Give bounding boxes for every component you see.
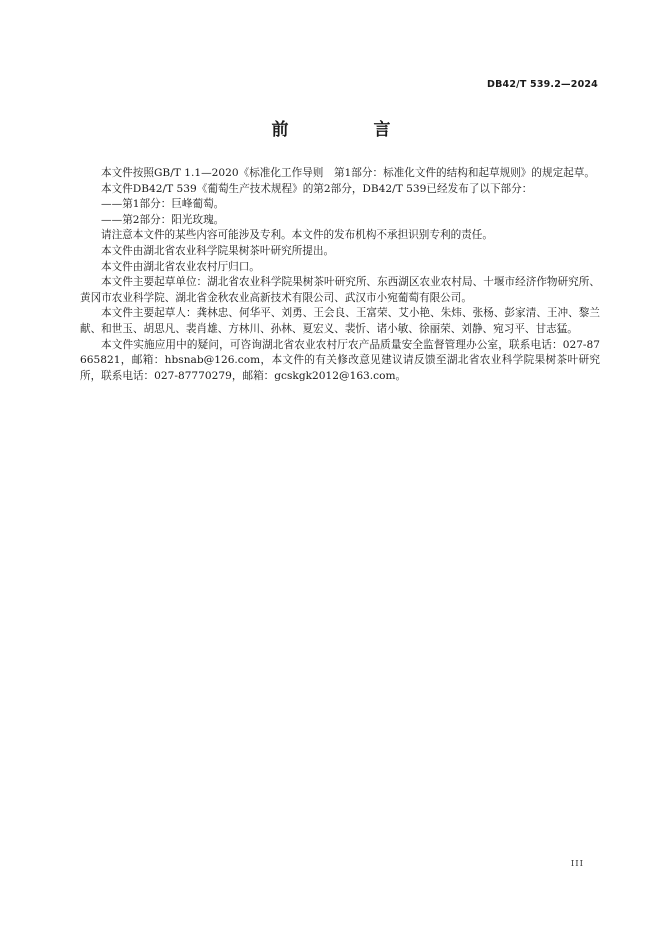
paragraph-proposer: 本文件由湖北省农业科学院果树茶叶研究所提出。 xyxy=(101,244,335,257)
paragraph-contact: 本文件实施应用中的疑问，可咨询湖北省农业农村厅农产品质量安全监督管理办公室，联系电话：027-87665821，邮箱：hbsnab@126.com，本文件的有关修改意见建议请反馈至湖北省农业科学院果树茶叶研究所，联系电话：027-87770279，邮箱：gcskgk2012@163.com。 xyxy=(80,338,600,382)
paragraph-drafting-basis: 本文件按照GB/T 1.1—2020《标准化工作导则 第1部分：标准化文件的结构和起草规则》的规定起草。 xyxy=(101,167,595,179)
page-number: III xyxy=(570,859,584,869)
paragraph-drafters: 本文件主要起草人：龚林忠、何华平、刘勇、王会良、王富荣、艾小艳、朱炜、张杨、彭家清、王冲、黎兰献、和世玉、胡思凡、裴肖雄、方林川、孙林、夏宏义、裴忻、诸小敏、徐丽荣、刘静、宛习平、甘志猛。 xyxy=(80,307,600,335)
page-title: 前 言 xyxy=(271,120,425,140)
paragraph-drafting-units: 本文件主要起草单位：湖北省农业科学院果树茶叶研究所、东西湖区农业农村局、十堰市经济作物研究所、黄冈市农业科学院、湖北省金秋农业高新技术有限公司、武汉市小宛葡萄有限公司。 xyxy=(80,276,600,304)
paragraph-part-2: ——第2部分：阳光玫瑰。 xyxy=(101,213,225,226)
foreword-body xyxy=(80,166,600,384)
paragraph-series-parts: 本文件DB42/T 539《葡萄生产技术规程》的第2部分，DB42/T 539已经发布了以下部分： xyxy=(101,182,533,195)
paragraph-part-1: ——第1部分：巨峰葡萄。 xyxy=(101,198,225,211)
paragraph-patent-notice: 请注意本文件的某些内容可能涉及专利。本文件的发布机构不承担识别专利的责任。 xyxy=(101,229,493,242)
paragraph-administrator: 本文件由湖北省农业农村厅归口。 xyxy=(101,260,260,273)
document-code: DB42/T 539.2—2024 xyxy=(487,79,598,90)
